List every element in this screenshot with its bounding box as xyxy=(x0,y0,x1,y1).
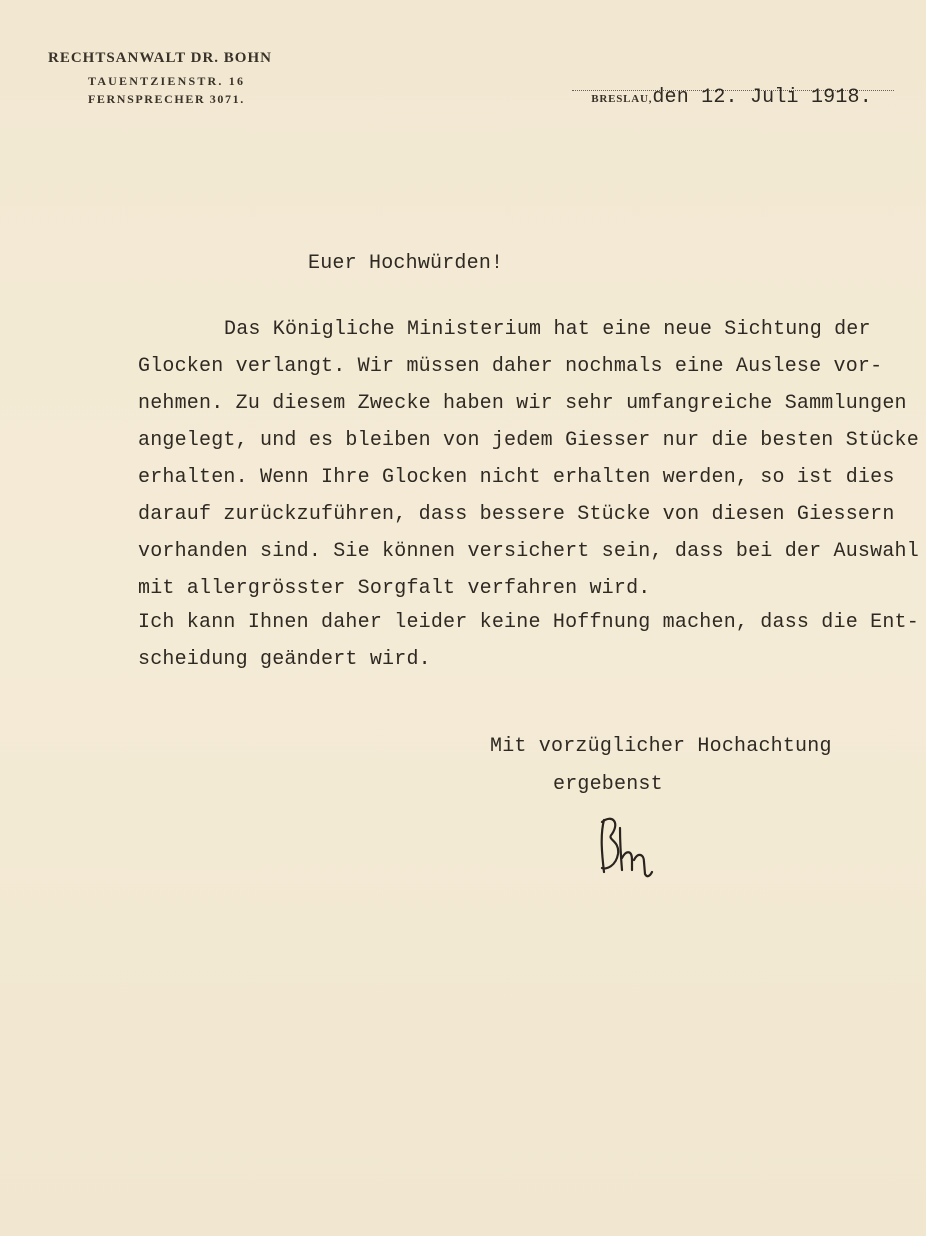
body-line: darauf zurückzuführen, dass bessere Stücke von diesen Giessern xyxy=(138,503,895,526)
body-line: nehmen. Zu diesem Zwecke haben wir sehr umfangreiche Sammlungen xyxy=(138,392,907,415)
closing: Mit vorzüglicher Hochachtung xyxy=(490,735,832,758)
dateline-place: BRESLAU, xyxy=(591,93,653,105)
body-line: vorhanden sind. Sie können versichert sein, dass bei der Auswahl xyxy=(138,540,919,563)
body-line: Glocken verlangt. Wir müssen daher nochmals eine Auslese vor- xyxy=(138,355,883,378)
dateline xyxy=(572,68,894,109)
letterhead-name: RECHTSANWALT DR. BOHN xyxy=(48,50,272,66)
body-line: Das Königliche Ministerium hat eine neue Sichtung der xyxy=(224,318,871,341)
body-line: angelegt, und es bleiben von jedem Giesser nur die besten Stücke xyxy=(138,429,919,452)
body-line: Ich kann Ihnen daher leider keine Hoffnung machen, dass die Ent- xyxy=(138,611,919,634)
letterhead-address: TAUENTZIENSTR. 16 xyxy=(88,74,246,88)
signature xyxy=(590,810,660,885)
body-line: erhalten. Wenn Ihre Glocken nicht erhalten werden, so ist dies xyxy=(138,466,895,489)
body-line: scheidung geändert wird. xyxy=(138,648,431,671)
dateline-date: den 12. Juli 1918. xyxy=(652,86,872,109)
letterhead-phone: FERNSPRECHER 3071. xyxy=(88,92,245,106)
salutation: Euer Hochwürden! xyxy=(308,252,504,275)
body-line: mit allergrösster Sorgfalt verfahren wird. xyxy=(138,577,651,600)
closing-ergebenst: ergebenst xyxy=(553,773,663,796)
